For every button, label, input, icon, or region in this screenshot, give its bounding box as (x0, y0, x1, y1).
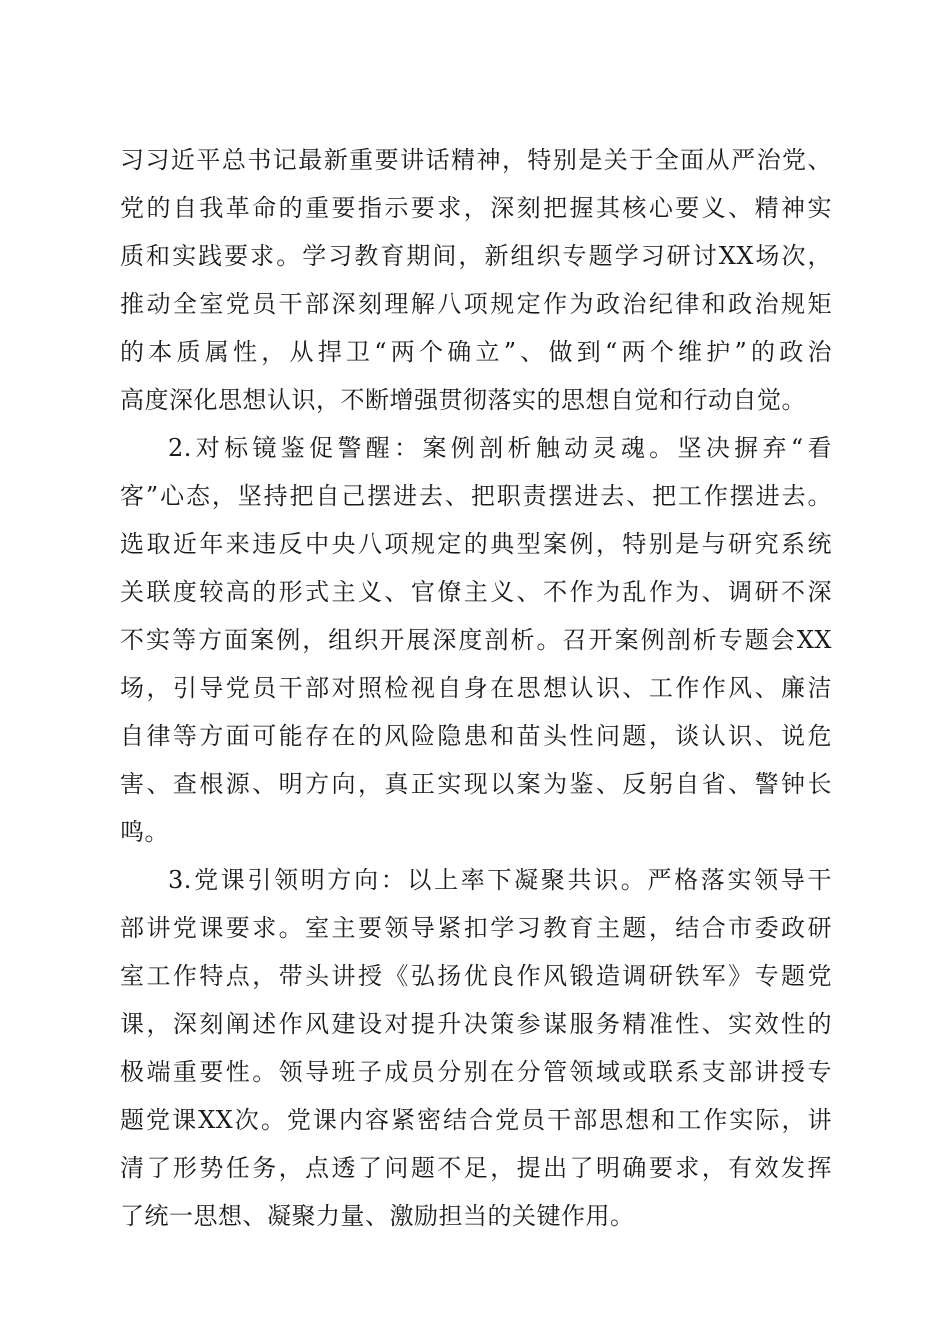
text-line: 自律等方面可能存在的风险隐患和苗头性问题，谈认识、说危 (120, 722, 832, 750)
section-heading-line: 3.党课引领明方向：以上率下凝聚共识。严格落实领导干 (168, 866, 832, 894)
text-line: 客”心态，坚持把自己摆进去、把职责摆进去、把工作摆进去。 (120, 482, 832, 510)
text-line: 高度深化思想认识，不断增强贯彻落实的思想自觉和行动自觉。 (120, 386, 806, 414)
text-line: 课，深刻阐述作风建设对提升决策参谋服务精准性、实效性的 (120, 1010, 832, 1038)
text-line: 习习近平总书记最新重要讲话精神，特别是关于全面从严治党、 (120, 146, 832, 174)
text-line: 党的自我革命的重要指示要求，深刻把握其核心要义、精神实 (120, 194, 832, 222)
text-line: 极端重要性。领导班子成员分别在分管领域或联系支部讲授专 (120, 1058, 832, 1086)
section-heading-line: 2.对标镜鉴促警醒：案例剖析触动灵魂。坚决摒弃“看 (168, 434, 832, 462)
text-line: 了统一思想、凝聚力量、激励担当的关键作用。 (120, 1202, 635, 1230)
text-line: 场，引导党员干部对照检视自身在思想认识、工作作风、廉洁 (120, 674, 832, 702)
text-line: 害、查根源、明方向，真正实现以案为鉴、反躬自省、警钟长 (120, 770, 832, 798)
text-line: 室工作特点，带头讲授《弘扬优良作风锻造调研铁军》专题党 (120, 962, 832, 990)
text-line: 推动全室党员干部深刻理解八项规定作为政治纪律和政治规矩 (120, 290, 832, 318)
document-body (120, 136, 832, 1240)
text-line: 部讲党课要求。室主要领导紧扣学习教育主题，结合市委政研 (120, 914, 832, 942)
text-line: 鸣。 (120, 818, 169, 846)
text-line: 关联度较高的形式主义、官僚主义、不作为乱作为、调研不深 (120, 578, 832, 606)
text-line: 选取近年来违反中央八项规定的典型案例，特别是与研究系统 (120, 530, 832, 558)
text-line: 题党课XX次。党课内容紧密结合党员干部思想和工作实际，讲 (120, 1106, 832, 1134)
text-line: 清了形势任务，点透了问题不足，提出了明确要求，有效发挥 (120, 1154, 832, 1182)
text-line: 不实等方面案例，组织开展深度剖析。召开案例剖析专题会XX (120, 626, 832, 654)
text-line: 质和实践要求。学习教育期间，新组织专题学习研讨XX场次， (120, 242, 832, 270)
text-line: 的本质属性，从捍卫“两个确立”、做到“两个维护”的政治 (120, 338, 832, 366)
